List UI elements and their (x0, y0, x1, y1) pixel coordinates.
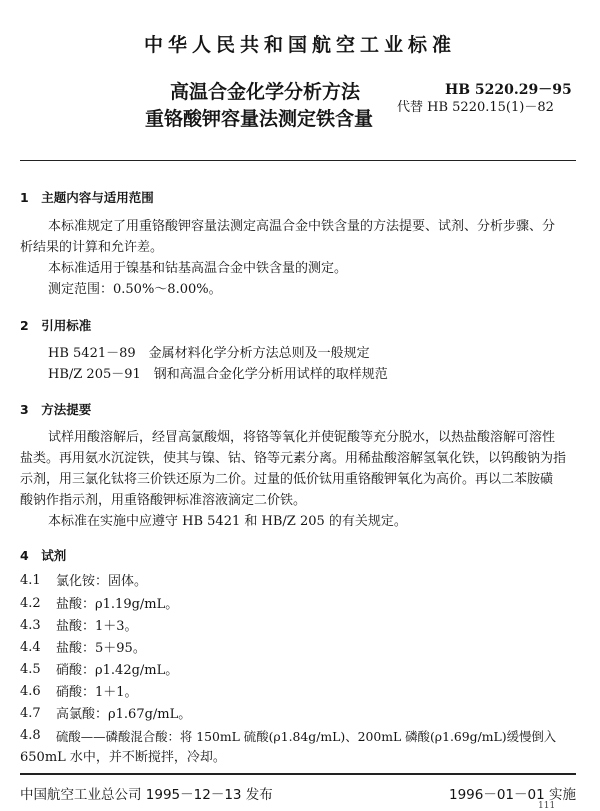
reagent-number: 4.1 (20, 573, 41, 588)
reagent-text-continuation: 650mL 水中，并不断搅拌，冷却。 (20, 750, 226, 765)
page-number: 111 (538, 801, 556, 811)
document-title-line1: 高温合金化学分析方法 (170, 81, 361, 103)
section-1-para-1-line-2: 析结果的计算和允许差。 (20, 240, 164, 255)
reference-item: HB/Z 205－91 钢和高温合金化学分析用试样的取样规范 (48, 367, 388, 382)
reagent-number: 4.5 (20, 662, 41, 677)
reagent-text: 硝酸：1＋1。 (56, 685, 138, 700)
standard-org-header: 中华人民共和国航空工业标准 (143, 34, 456, 56)
footer-divider (20, 773, 576, 775)
section-3-para-1-line-3: 示剂，用三氯化钛将三价铁还原为二价。过量的低价钛用重铬酸钾氧化为高价。再以二苯胺磺 (20, 472, 554, 487)
section-1-para-1-line-1: 本标准规定了用重铬酸钾容量法测定高温合金中铁含量的方法提要、试剂、分析步骤、分 (48, 219, 556, 234)
reagent-number: 4.6 (20, 684, 41, 699)
reagent-number: 4.8 (20, 728, 41, 743)
issuer-date: 中国航空工业总公司 1995－12－13 发布 (20, 787, 273, 803)
document-title-line2: 重铬酸钾容量法测定铁含量 (145, 108, 374, 130)
reagent-text: 高氯酸：ρ1.67g/mL。 (56, 707, 192, 722)
section-4-heading: 4 试剂 (20, 548, 67, 563)
header-divider (20, 160, 576, 161)
section-3-para-1-line-4: 酸钠作指示剂，用重铬酸钾标准溶液滴定二价铁。 (20, 493, 307, 508)
reagent-text: 硫酸——磷酸混合酸：将 150mL 硫酸(ρ1.84g/mL)、200mL 磷酸(ρ1.69g/mL)缓慢倒入 (56, 729, 557, 744)
reagent-number: 4.7 (20, 706, 41, 721)
section-1-range: 测定范围：0.50%～8.00%。 (48, 282, 222, 297)
reagent-text: 硝酸：ρ1.42g/mL。 (56, 663, 179, 678)
reagent-text: 氯化铵：固体。 (56, 574, 148, 589)
standard-code: HB 5220.29－95 (445, 82, 572, 98)
section-1-para-2: 本标准适用于镍基和钴基高温合金中铁含量的测定。 (48, 261, 348, 276)
effective-date: 1996－01－01 实施 (448, 787, 576, 803)
reagent-number: 4.4 (20, 640, 41, 655)
reference-item: HB 5421－89 金属材料化学分析方法总则及一般规定 (48, 346, 370, 361)
section-3-para-1-line-2: 盐类。再用氨水沉淀铁，使其与镍、钴、铬等元素分离。用稀盐酸溶解氢氧化铁，以钨酸钠为指 (20, 451, 567, 466)
reagent-text: 盐酸：5＋95。 (56, 641, 146, 656)
section-3-para-2: 本标准在实施中应遵守 HB 5421 和 HB/Z 205 的有关规定。 (48, 514, 407, 529)
section-3-heading: 3 方法提要 (20, 402, 92, 417)
section-3-para-1-line-1: 试样用酸溶解后，经冒高氯酸烟，将铬等氧化并使铌酸等充分脱水，以热盐酸溶解可溶性 (48, 430, 556, 445)
replaces-standard: 代替 HB 5220.15(1)－82 (397, 100, 554, 115)
reagent-text: 盐酸：1＋3。 (56, 619, 138, 634)
section-2-heading: 2 引用标准 (20, 318, 92, 333)
reagent-text: 盐酸：ρ1.19g/mL。 (56, 597, 179, 612)
section-1-heading: 1 主题内容与适用范围 (20, 190, 154, 205)
reagent-number: 4.2 (20, 596, 41, 611)
reagent-number: 4.3 (20, 618, 41, 633)
